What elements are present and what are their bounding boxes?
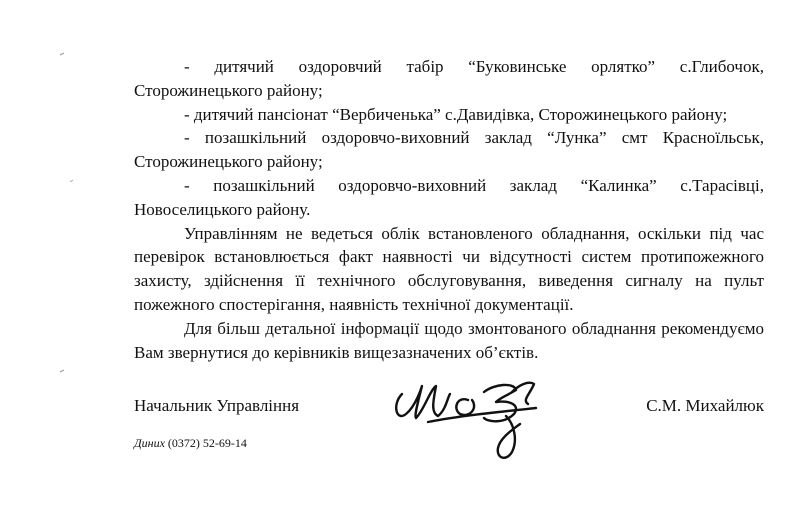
margin-mark — [70, 180, 73, 182]
list-item: - дитячий пансіонат “Вербиченька” с.Давидівка, Сторожинецького району; — [184, 104, 728, 124]
list-item: - позашкільний оздоровчо-виховний заклад “Калинка” с.Тарасівці, Новоселицького району. — [134, 175, 764, 219]
margin-mark — [60, 53, 64, 55]
list-item: - позашкільний оздоровчо-виховний заклад “Лунка” смт Красноїльськ, Сторожинецького району; — [134, 128, 764, 172]
list-item: - дитячий оздоровчий табір “Буковинське орлятко” с.Глибочок, Сторожинецького району; — [134, 57, 764, 100]
contact-phone: (0372) 52-69-14 — [167, 436, 247, 450]
signer-name: С.М. Михайлюк — [646, 396, 764, 415]
letter-body — [134, 55, 764, 364]
margin-mark — [60, 370, 64, 372]
body-paragraph: Для більш детальної інформації щодо змонтованого обладнання рекомендуємо Вам звернутися до керівників вищезазначених об’єктів. — [134, 318, 764, 362]
signer-title: Начальник Управління — [134, 396, 300, 415]
contact-info — [134, 436, 247, 451]
body-paragraph: Управлінням не ведеться облік встановленого обладнання, оскільки під час перевірок встановлюється факт наявності чи відсутності систем протипожежного захисту, здійснення її технічного обслуговування, виведення сигналу на пульт пожежного спостерігання, наявність технічної документації. — [134, 223, 764, 314]
handwritten-signature — [388, 370, 568, 470]
contact-name: Диних — [134, 436, 165, 450]
